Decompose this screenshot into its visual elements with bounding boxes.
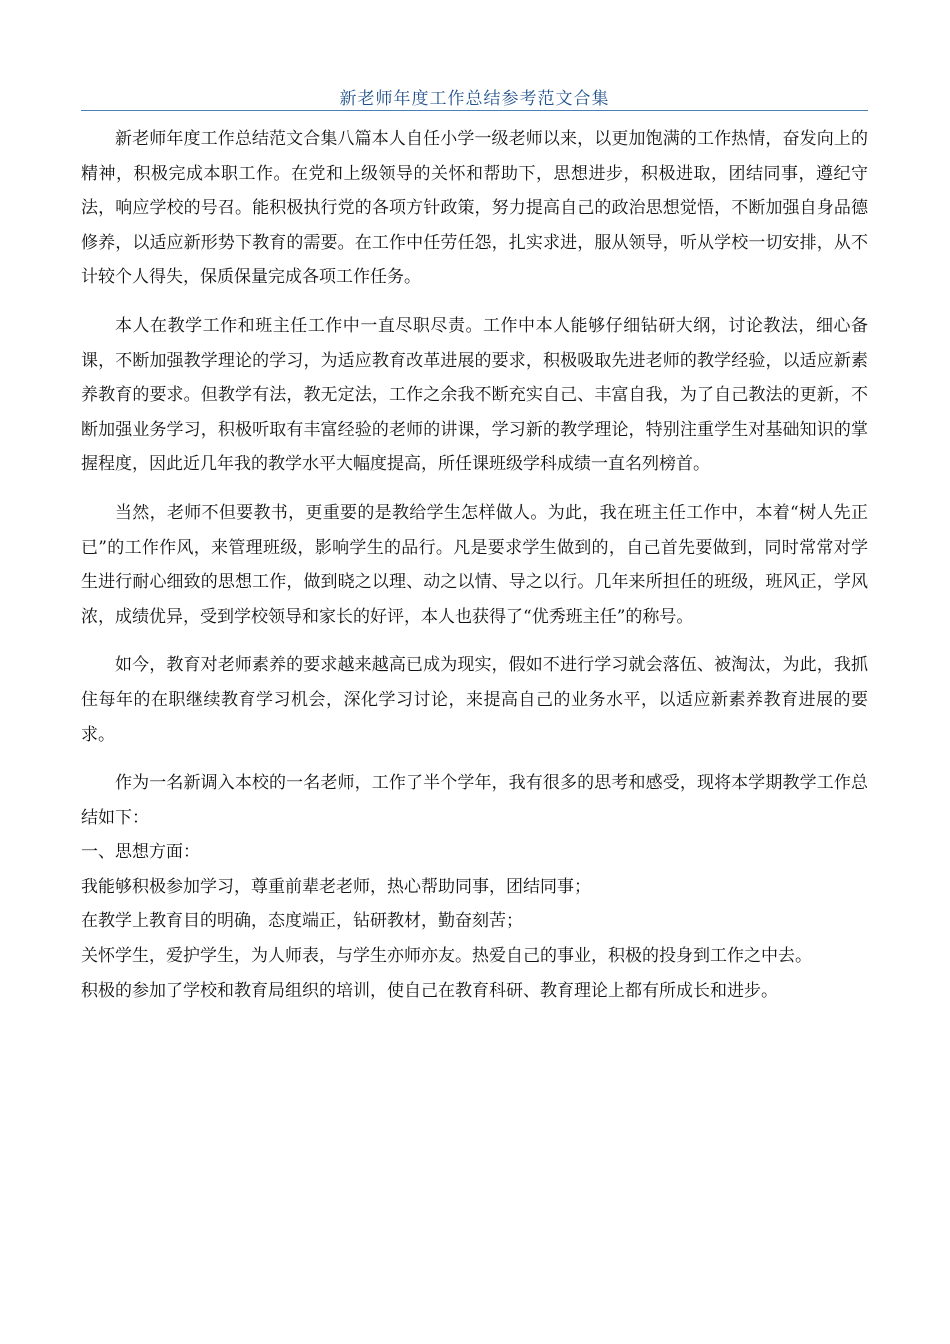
document-body [81,122,868,1008]
paragraph-teaching: 本人在教学工作和班主任工作中一直尽职尽责。工作中本人能够仔细钻研大纲，讨论教法，细心备课，不断加强教学理论的学习，为适应教育改革进展的要求，积极吸取先进老师的教学经验，以适应新素养教育的要求。但教学有法，教无定法，工作之余我不断充实自己、丰富自我，为了自己教法的更新，不断加强业务学习，积极听取有丰富经验的老师的讲课，学习新的教学理论，特别注重学生对基础知识的掌握程度，因此近几年我的教学水平大幅度提高，所任课班级学科成绩一直名列榜首。 [81,315,868,475]
paragraph-intro: 新老师年度工作总结范文合集八篇本人自任小学一级老师以来，以更加饱满的工作热情，奋发向上的精神，积极完成本职工作。在党和上级领导的关怀和帮助下，思想进步，积极进取，团结同事，遵纪守法，响应学校的号召。能积极执行党的各项方针政策，努力提高自己的政治思想觉悟，不断加强自身品德修养，以适应新形势下教育的需要。在工作中任劳任怨，扎实求进，服从领导，听从学校一切安排，从不计较个人得失，保质保量完成各项工作任务。 [81,129,868,288]
paragraph-continuing-education: 如今，教育对老师素养的要求越来越高已成为现实，假如不进行学习就会落伍、被淘汰，为此，我抓住每年的在职继续教育学习机会，深化学习讨论，来提高自己的业务水平，以适应新素养教育进展的要求。 [81,655,868,745]
list-line: 在教学上教育目的明确，态度端正，钻研教材，勤奋刻苦； [81,911,523,932]
paragraph-class-teacher: 当然，老师不但要教书，更重要的是教给学生怎样做人。为此，我在班主任工作中，本着“树人先正已”的工作作风，来管理班级，影响学生的品行。凡是要求学生做到的，自己首先要做到，同时常常对学生进行耐心细致的思想工作，做到晓之以理、动之以情、导之以行。几年来所担任的班级，班风正，学风浓，成绩优异，受到学校领导和家长的好评，本人也获得了“优秀班主任”的称号。 [81,502,868,627]
list-line: 积极的参加了学校和教育局组织的培训，使自己在教育科研、教育理论上都有所成长和进步。 [81,980,778,1001]
page-header [81,80,868,111]
document-title: 新老师年度工作总结参考范文合集 [339,89,610,109]
paragraph-summary-intro: 作为一名新调入本校的一名老师，工作了半个学年，我有很多的思考和感受，现将本学期教学工作总结如下： [81,773,868,828]
section-heading-ideology: 一、思想方面： [81,842,200,863]
list-line: 我能够积极参加学习，尊重前辈老老师，热心帮助同事，团结同事； [81,876,591,897]
list-line: 关怀学生，爱护学生，为人师表，与学生亦师亦友。热爱自己的事业，积极的投身到工作之中去。 [81,946,812,967]
